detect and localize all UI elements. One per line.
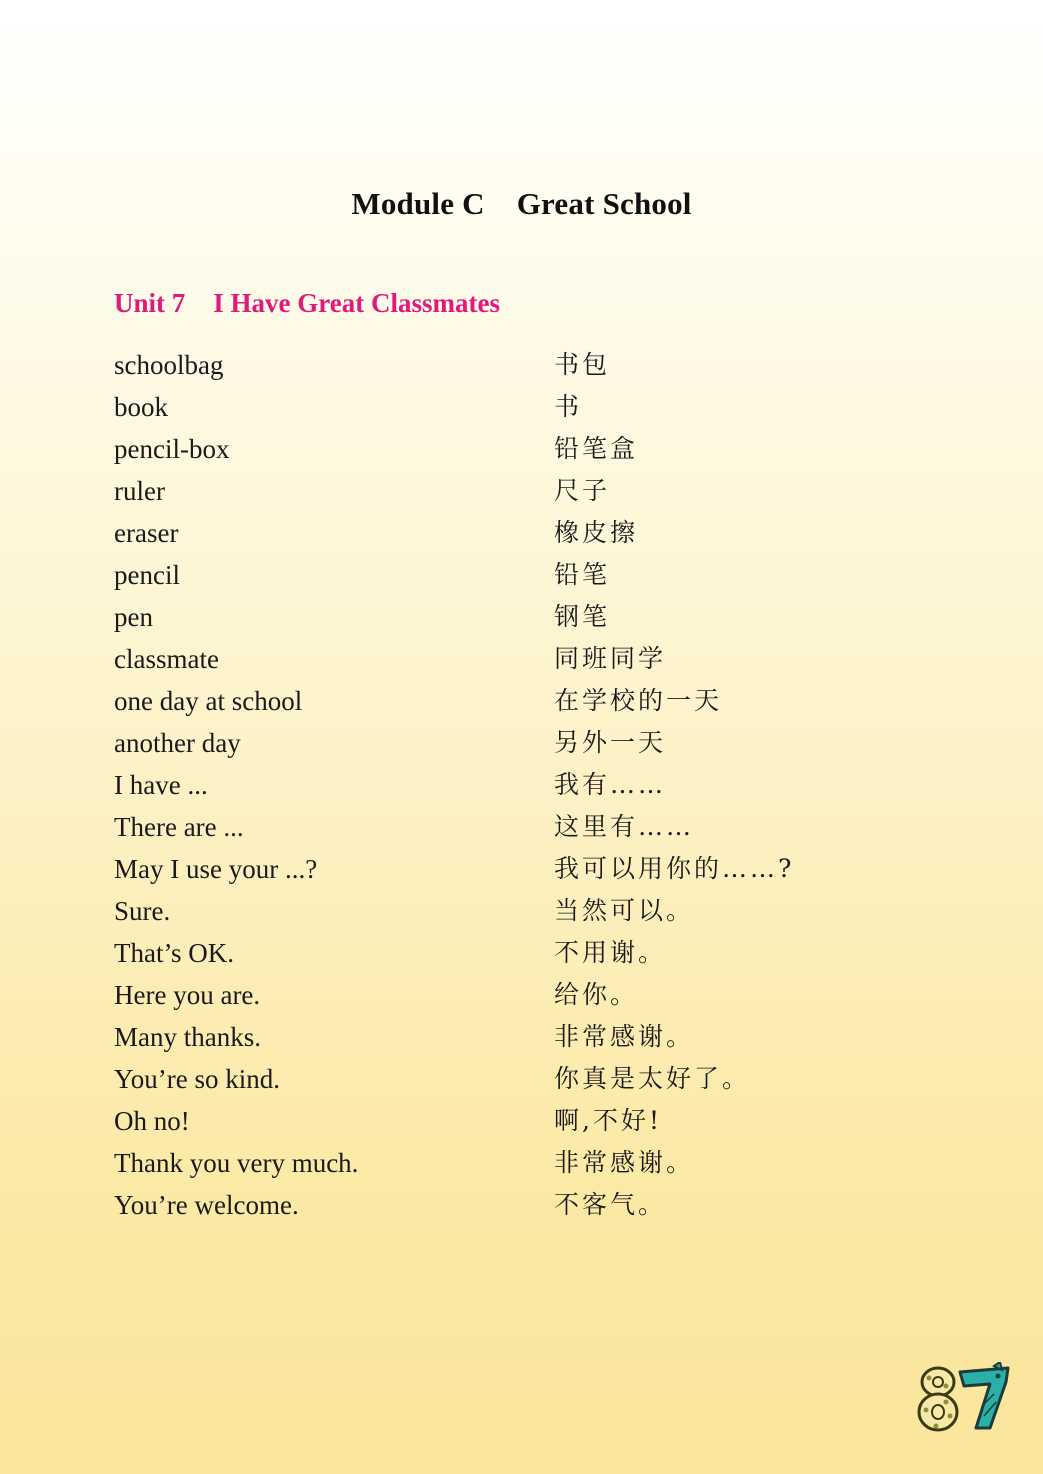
module-title [0,186,1043,222]
english-term: You’re welcome. [114,1190,299,1220]
vocab-row [114,681,874,723]
vocab-row [114,849,874,891]
vocab-row [114,429,874,471]
vocab-row [114,933,874,975]
vocab-row [114,513,874,555]
chinese-term: 啊,不好! [554,1106,662,1135]
english-term: classmate [114,644,219,674]
english-term: Oh no! [114,1106,190,1136]
chinese-term: 你真是太好了。 [554,1064,751,1093]
english-term: another day [114,728,241,758]
english-term: pen [114,602,153,632]
chinese-term: 这里有…… [554,812,695,841]
chinese-term: 不用谢。 [554,938,667,967]
chinese-term: 我可以用你的……? [554,854,795,883]
english-term: Here you are. [114,980,261,1010]
english-term: I have ... [114,770,208,800]
english-term: book [114,392,168,422]
chinese-term: 我有…… [554,770,667,799]
chinese-term: 书包 [554,350,611,379]
english-term: May I use your ...? [114,854,318,884]
chinese-term: 铅笔 [554,560,611,589]
module-name: Great School [516,186,692,221]
english-term: Many thanks. [114,1022,261,1052]
chinese-term: 不客气。 [554,1190,667,1219]
english-term: You’re so kind. [114,1064,281,1094]
chinese-term: 当然可以。 [554,896,695,925]
vocab-row [114,723,874,765]
vocab-row [114,1017,874,1059]
unit-label: Unit 7 [114,288,186,318]
vocab-row [114,765,874,807]
vocab-row [114,555,874,597]
page-number-badge [916,1362,1012,1434]
chinese-term: 同班同学 [554,644,667,673]
chinese-term: 尺子 [554,476,611,505]
english-term: eraser [114,518,179,548]
english-term: Sure. [114,896,171,926]
chinese-term: 给你。 [554,980,639,1009]
vocabulary-list [114,345,874,1227]
chinese-term: 钢笔 [554,602,611,631]
module-label: Module C [351,186,485,221]
vocab-row [114,345,874,387]
unit-name: I Have Great Classmates [213,288,500,318]
vocab-row [114,975,874,1017]
english-term: There are ... [114,812,244,842]
english-term: ruler [114,476,165,506]
english-term: Thank you very much. [114,1148,359,1178]
digit-8-icon [919,1368,957,1430]
english-term: one day at school [114,686,303,716]
chinese-term: 非常感谢。 [554,1148,695,1177]
vocab-row [114,1101,874,1143]
vocab-row [114,471,874,513]
chinese-term: 铅笔盒 [554,434,639,463]
vocab-row [114,1185,874,1227]
chinese-term: 另外一天 [554,728,667,757]
vocab-row [114,891,874,933]
chinese-term: 书 [554,392,583,421]
english-term: That’s OK. [114,938,234,968]
digit-7-icon [960,1362,1008,1428]
vocab-row [114,1059,874,1101]
vocab-row [114,807,874,849]
english-term: schoolbag [114,350,224,380]
vocab-row [114,639,874,681]
chinese-term: 橡皮擦 [554,518,639,547]
vocab-row [114,1143,874,1185]
vocab-row [114,597,874,639]
english-term: pencil [114,560,180,590]
english-term: pencil-box [114,434,230,464]
chinese-term: 在学校的一天 [554,686,723,715]
unit-title [114,288,500,319]
chinese-term: 非常感谢。 [554,1022,695,1051]
vocab-row [114,387,874,429]
